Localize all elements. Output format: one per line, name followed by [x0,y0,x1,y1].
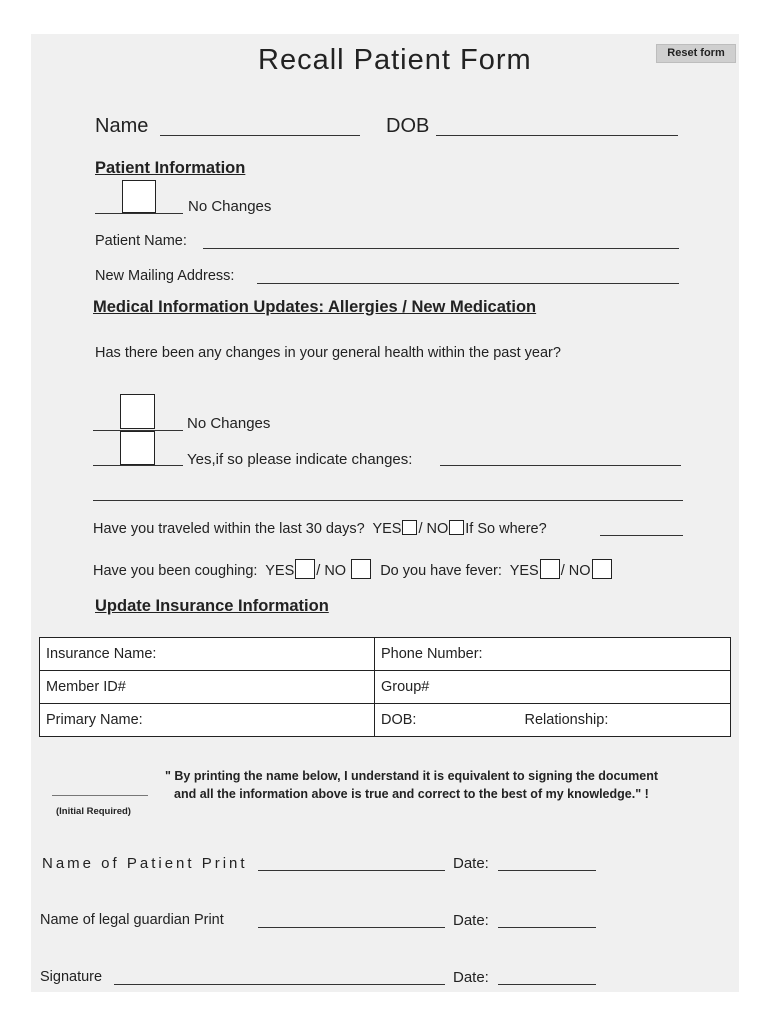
coughing-no-label: / NO [316,563,347,579]
travel-yes-checkbox[interactable] [402,520,417,535]
health-change-question: Has there been any changes in your general health within the past year? [95,345,561,361]
no-changes-line [95,213,183,214]
medical-yes-line [93,465,183,466]
guardian-print-field[interactable] [258,927,445,928]
table-row [40,638,731,671]
patient-no-changes-label: No Changes [188,198,272,215]
travel-where-label: If So where? [465,521,547,537]
travel-yes-label: YES [372,521,402,537]
relationship-label: Relationship: [524,712,609,728]
member-id-cell[interactable]: Member ID# [40,671,375,704]
fever-yes-checkbox[interactable] [540,559,560,579]
coughing-no-checkbox[interactable] [351,559,371,579]
guardian-date-label: Date: [453,912,489,929]
insurance-heading: Update Insurance Information [95,597,329,615]
insurance-dob-label: DOB: [381,712,417,728]
patient-information-heading: Patient Information [95,159,246,177]
dob-field[interactable] [436,135,678,136]
insurance-name-cell[interactable]: Insurance Name: [40,638,375,671]
medical-no-changes-checkbox[interactable] [120,394,155,429]
coughing-yes-checkbox[interactable] [295,559,315,579]
travel-where-field[interactable] [600,535,683,536]
attestation-line-1: " By printing the name below, I understand it is equivalent to signing the document [165,769,658,783]
new-mailing-address-field[interactable] [257,283,679,284]
travel-row [93,520,547,537]
signature-date-label: Date: [453,969,489,986]
medical-yes-label: Yes,if so please indicate changes: [187,451,413,468]
phone-number-cell[interactable]: Phone Number: [375,638,731,671]
new-mailing-address-label: New Mailing Address: [95,268,235,284]
patient-date-label: Date: [453,855,489,872]
patient-print-label: Name of Patient Print [42,855,248,872]
travel-no-label: / NO [418,521,449,537]
medical-updates-heading: Medical Information Updates: Allergies / New Medication [93,298,537,316]
table-row [40,671,731,704]
guardian-print-label: Name of legal guardian Print [40,912,224,928]
insurance-table [39,637,731,737]
guardian-date-field[interactable] [498,927,596,928]
table-row [40,704,731,737]
initial-field[interactable] [52,795,148,796]
indicate-changes-field[interactable] [440,465,681,466]
fever-no-checkbox[interactable] [592,559,612,579]
travel-question: Have you traveled within the last 30 days? [93,521,365,537]
name-field[interactable] [160,135,360,136]
fever-no-label: / NO [560,563,591,579]
coughing-question: Have you been coughing: [93,563,258,579]
signature-date-field[interactable] [498,984,596,985]
fever-question: Do you have fever: [380,563,502,579]
patient-print-field[interactable] [258,870,445,871]
medical-no-changes-label: No Changes [187,415,271,432]
dob-relationship-cell[interactable] [375,704,731,737]
coughing-yes-label: YES [265,563,295,579]
fever-yes-label: YES [509,563,539,579]
initial-required-label: (Initial Required) [56,806,131,817]
primary-name-cell[interactable]: Primary Name: [40,704,375,737]
signature-field[interactable] [114,984,445,985]
group-cell[interactable]: Group# [375,671,731,704]
travel-no-checkbox[interactable] [449,520,464,535]
patient-name-label: Patient Name: [95,233,187,249]
patient-name-field[interactable] [203,248,679,249]
attestation-line-2: and all the information above is true and correct to the best of my knowledge." ! [174,787,649,801]
signature-label: Signature [40,969,103,985]
symptom-row [93,559,613,579]
patient-no-changes-checkbox[interactable] [122,180,156,213]
name-label: Name [95,115,149,137]
medical-yes-checkbox[interactable] [120,431,155,465]
form-title: Recall Patient Form [258,44,532,76]
dob-label: DOB [386,115,430,137]
patient-date-field[interactable] [498,870,596,871]
changes-continuation-field[interactable] [93,500,683,501]
reset-form-button[interactable]: Reset form [656,44,736,63]
